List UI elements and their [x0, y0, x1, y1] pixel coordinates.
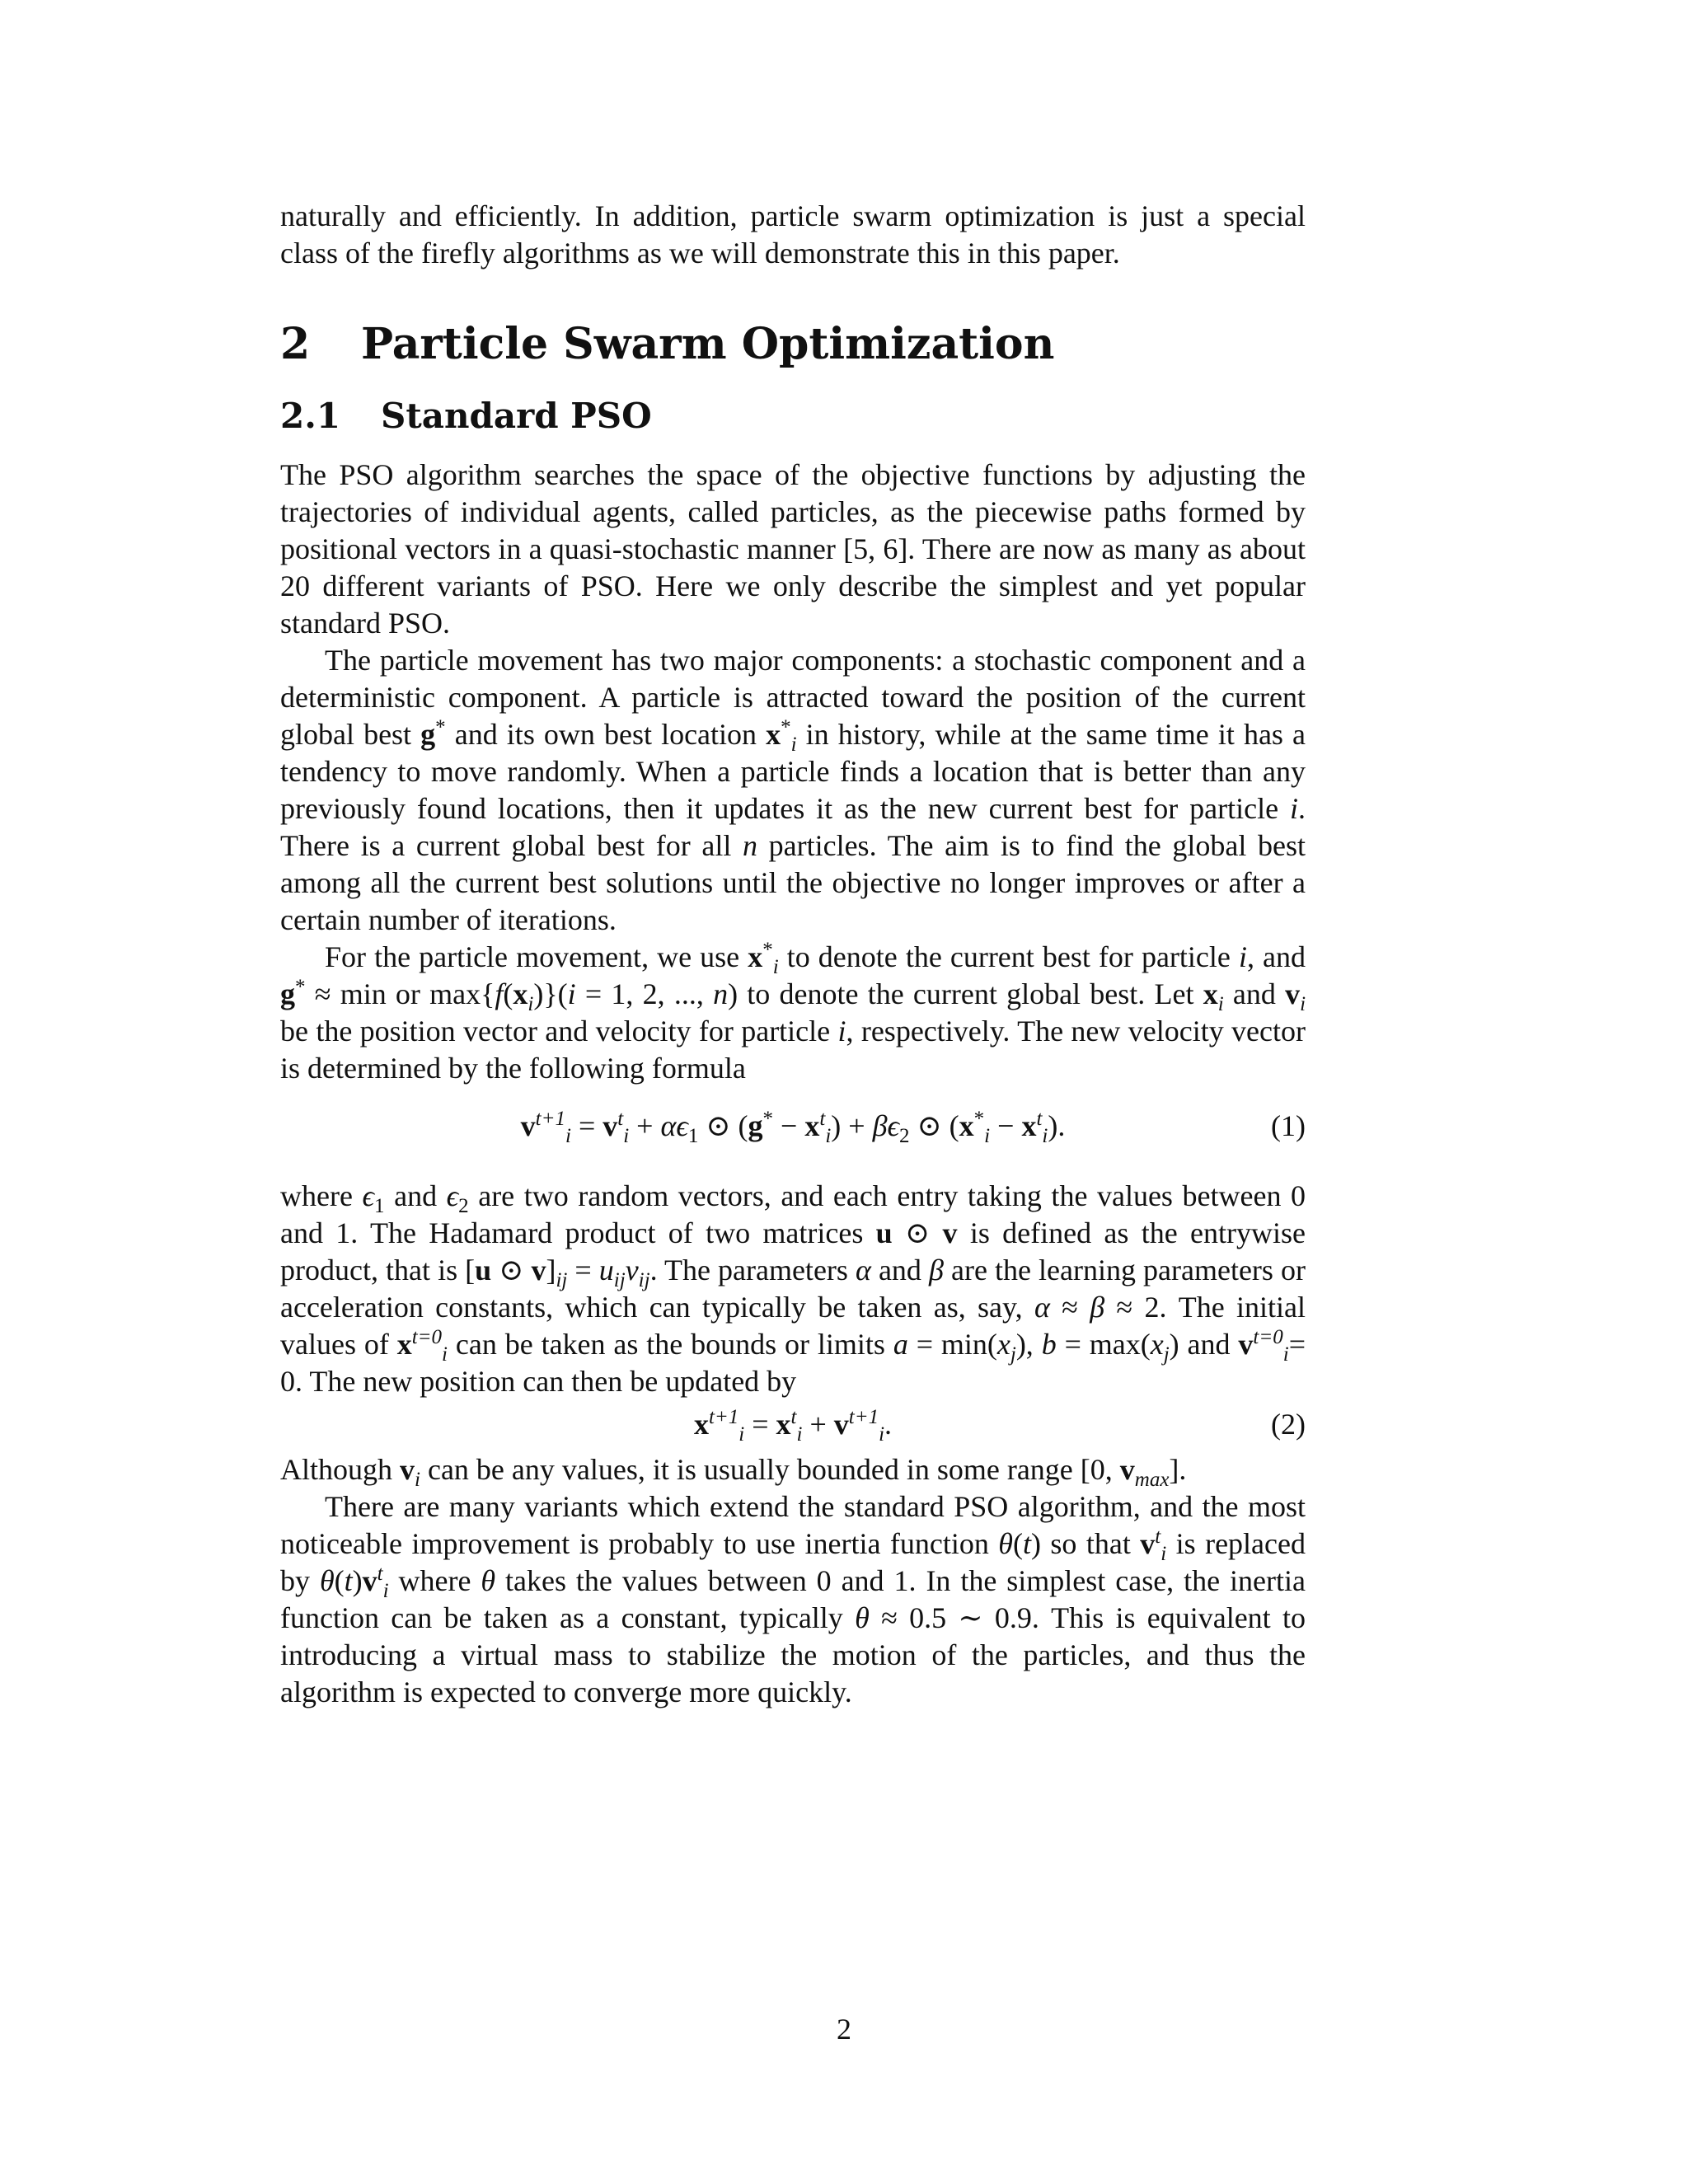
paragraph-velocity-bound: Although $v_i$ can be any values, it is usually bounded in some range [0, $v_{max}$].: [280, 1453, 1187, 1492]
paper-page: [280, 198, 1306, 1711]
subsection-number: 2.1: [280, 396, 341, 436]
paragraph-inertia-variant: There are many variants which extend the standard PSO algorithm, and the most noticeable improvement is probably to use inertia function θ(t) so that $v^t_i$ is replaced by $\theta(t)v^t_i$ where θ takes the values between 0 and 1. In the simplest case, the inertia function can be taken as a constant, typically θ ≈ 0.5 ∼ 0.9. This is equivalent to introducing a virtual mass to stabilize the motion of the particles, and thus the algorithm is expected to converge more quickly.: [280, 1490, 1306, 1708]
paragraph-notation: For the particle movement, we use $x^*_i$ to denote the current best for particle i, and g* ≈ min or $\max\{f(x_i)\}(i = 1$, 2, ..., n) to denote the current global best. Let $x_i$ and $v_i$ be the position vector and velocity for particle i, respectively. The new velocity vector is determined by the following formula: [280, 939, 1306, 1085]
paragraph-particle-movement: The particle movement has two major components: a stochastic component and a deterministic component. A particle is attracted toward the position of the current global best g* and its own best location $x^*_i$ in history, while at the same time it has a tendency to move randomly. When a particle finds a location that is better than any previously found locations, then it updates it as the new current best for particle i. There is a current global best for all n particles. The aim is to find the global best among all the current best solutions until the objective no longer improves or after a certain number of iterations.: [280, 644, 1306, 936]
equation-2-body: $x^{t+1}_i = x^t_i + v^{t+1}_i$.: [693, 1406, 893, 1446]
equation-1-body: $v^{t+1}_i = v^t_i + \alpha\epsilon_1$ ⊙ $(g^* - x^t_i) + \beta\epsilon_2$ ⊙ $(x^*_i - x^t_i)$.: [520, 1108, 1066, 1148]
page-number: 2: [837, 2013, 851, 2046]
equation-velocity-update: [280, 1099, 1306, 1153]
paragraph-pso-intro: The PSO algorithm searches the space of the objective functions by adjusting the trajectories of individual agents, called particles, as the piecewise paths formed by positional vectors in a quasi-stochastic manner [5, 6]. There are now as many as about 20 different variants of PSO. Here we only describe the simplest and yet popular standard PSO.: [280, 458, 1306, 640]
paragraph-parameters: where $\epsilon_1$ and $\epsilon_2$ are two random vectors, and each entry taking the values between 0 and 1. The Hadamard product of two matrices u ⊙ v is defined as the entrywise product, that is [u ⊙ $v]_{ij} = u_{ij}v_{ij}$. The parameters α and β are the learning parameters or acceleration constants, which can typically be taken as, say, α ≈ β ≈ 2. The initial values of $x^{t=0}_i$ can be taken as the bounds or limits $a = \min(x_j)$, $b = \max(x_j)$ and $v^{t=0}_i= 0$. The new position can then be updated by: [280, 1179, 1306, 1398]
subsection-title: Standard PSO: [381, 396, 652, 436]
equation-2-number: (2): [1271, 1408, 1306, 1441]
equation-position-update: [280, 1400, 1306, 1448]
equation-1-number: (1): [1271, 1109, 1306, 1142]
section-number: 2: [280, 319, 311, 369]
subsection-heading: [280, 394, 1306, 438]
intro-paragraph: naturally and efficiently. In addition, particle swarm optimization is just a special class of the firefly algorithms as we will demonstrate this in this paper.: [280, 199, 1306, 269]
section-title: Particle Swarm Optimization: [361, 319, 1055, 369]
section-heading: [280, 318, 1306, 371]
